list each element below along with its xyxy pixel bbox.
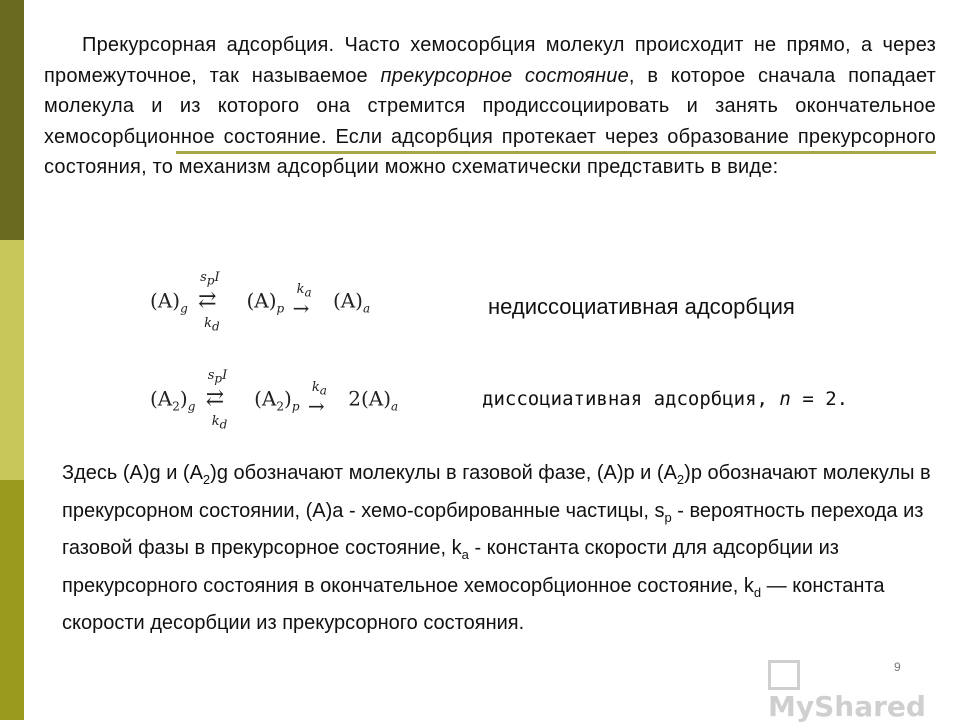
label-dissociative: диссоциативная адсорбция, n = 2. [482, 388, 849, 410]
section-heading: Прекурсорная адсорбция. [82, 34, 335, 56]
page-number: 9 [894, 660, 901, 674]
slides-icon [768, 660, 800, 690]
sidebar-band-dark [0, 0, 24, 240]
sidebar-band-light [0, 240, 24, 480]
label-nondissociative: недиссоциативная адсорбция [488, 294, 795, 319]
equilibrium-arrows: $s_pI$ ⇄ $k_d$ [198, 270, 220, 334]
forward-arrow: $k_a$ → [307, 380, 327, 418]
equation-dissociative: $(A_2)_g$ $s_pI$ ⇄ $k_d$ $(A_2)_p$ $k_a$ → $2(A)_a$ [150, 368, 399, 432]
sidebar-band-mid [0, 480, 24, 720]
equilibrium-arrows: $s_pI$ ⇄ $k_d$ [205, 368, 228, 432]
forward-arrow: $k_a$ → [292, 282, 312, 320]
equation-nondissociative: $(A)_g$ $s_pI$ ⇄ $k_d$ $(A)_p$ $k_a$ → $(A)_a$ [150, 270, 371, 334]
intro-paragraph: Прекурсорная адсорбция. Часто хемосорбция молекул происходит не прямо, а через промежуточное, так называемое прекурсорное состояние, в которое сначала попадает молекула и из которого она стремится продиссоциировать и занять окончательное хемосорбционное состояние. Если адсорбция протекает через образование прекурсорного состояния, то механизм адсорбции можно схематически представить в виде: [44, 34, 937, 178]
watermark-logo: MyShared [768, 657, 960, 723]
explanation-paragraph: Здесь (A)g и $(A_2)g$ обозначают молекулы в газовой фазе, (A)p и $(A_2)p$ обозначают молекулы в прекурсорном состоянии, (A)a - хемо-сорбированные частицы, $s_p$ - вероятность перехода из газовой фазы в прекурсорное состояние, $k_a$ - константа скорости для адсорбции из прекурсорного состояния в окончательное хемосорбционное состояние, $k_d$ — константа скорости десорбции из прекурсорного состояния. [62, 462, 931, 634]
